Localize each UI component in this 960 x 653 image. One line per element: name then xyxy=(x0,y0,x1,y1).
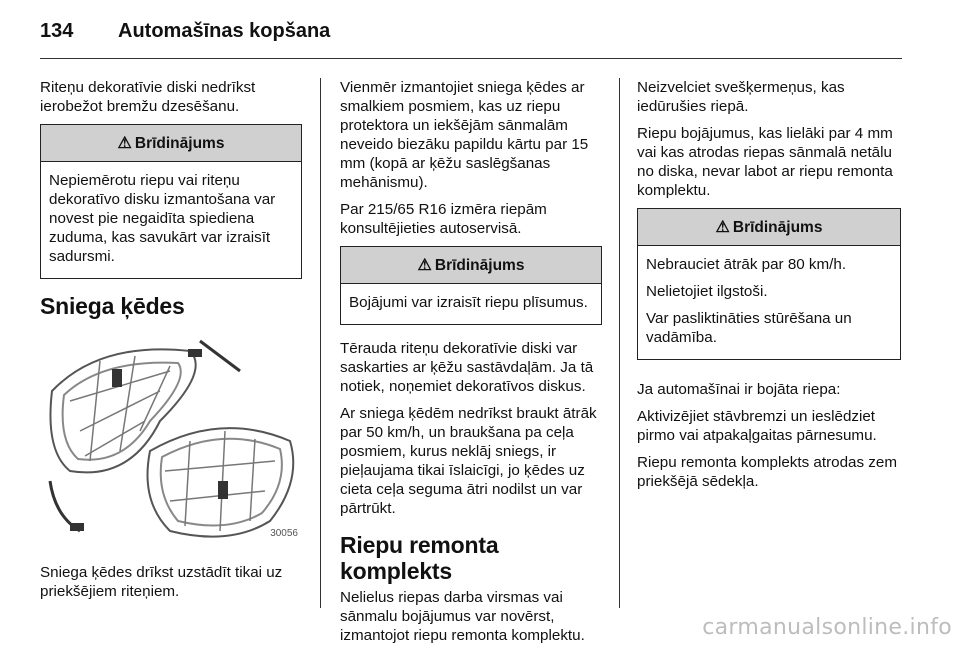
warning-box-2 xyxy=(340,246,602,325)
warning-body xyxy=(341,284,601,324)
warning-header xyxy=(341,247,601,284)
warning-body xyxy=(41,162,301,278)
repair-kit-intro-paragraph: Nelielus riepas darba virsmas vai sānmalu bojājumus var novērst, izmantojot riepu remonta komplektu. xyxy=(340,589,585,644)
damage-size-paragraph: Riepu bojājumus, kas lielāki par 4 mm vai kas atrodas riepas sānmalā netālu no diska, nevar labot ar riepu remonta komplektu. xyxy=(637,125,893,199)
warning-header xyxy=(638,209,900,246)
warning-box-3 xyxy=(637,208,901,360)
warning-title: Brīdinājums xyxy=(434,256,525,274)
damaged-tyre-paragraph: Ja automašīnai ir bojāta riepa: xyxy=(637,381,841,398)
warning-text: Nepiemērotu riepu vai riteņu dekoratīvo disku izmantošana var novest pie negaidīta spiediena zuduma, kas savukārt var izraisīt sadursmi. xyxy=(49,172,276,265)
watermark: carmanualsonline.info xyxy=(702,615,952,640)
tyre-size-paragraph: Par 215/65 R16 izmēra riepām konsultējieties autoservisā. xyxy=(340,201,547,237)
warning-text: Bojājumi var izraisīt riepu plīsumus. xyxy=(349,294,588,311)
column-3 xyxy=(637,78,901,499)
column-divider-1 xyxy=(320,78,321,608)
warning-line: Nebrauciet ātrāk par 80 km/h. xyxy=(646,256,847,273)
kit-location-paragraph: Riepu remonta komplekts atrodas zem priekšējā sēdekļa. xyxy=(637,454,897,490)
wheel-covers-paragraph: Tērauda riteņu dekoratīvie diski var saskarties ar ķēžu sastāvdaļām. Ja tā notiek, noņemiet dekoratīvos diskus. xyxy=(340,340,594,395)
warning-triangle-icon: ⚠ xyxy=(715,218,730,236)
warning-title: Brīdinājums xyxy=(732,218,823,236)
page-header xyxy=(40,20,330,44)
warning-line: Var pasliktināties stūrēšana un vadāmība. xyxy=(646,310,852,346)
foreign-objects-paragraph: Neizvelciet svešķermeņus, kas iedūrušies riepā. xyxy=(637,79,845,115)
warning-title: Brīdinājums xyxy=(134,134,225,152)
heading-snow-chains: Sniega ķēdes xyxy=(40,293,185,319)
column-divider-2 xyxy=(619,78,620,608)
warning-body xyxy=(638,246,900,359)
warning-box-1 xyxy=(40,124,302,279)
speed-limit-paragraph: Ar sniega ķēdēm nedrīkst braukt ātrāk par 50 km/h, un braukšana pa ceļa posmiem, kurus neklāj sniegs, ir pieļaujama tikai īslaicīgi, jo ķēdes uz cieta ceļa seguma ātri nodilst un var pārtrūkt. xyxy=(340,405,597,517)
warning-triangle-icon: ⚠ xyxy=(117,134,132,152)
intro-paragraph: Riteņu dekoratīvie diski nedrīkst ierobežot bremžu dzesēšanu. xyxy=(40,79,256,115)
warning-triangle-icon: ⚠ xyxy=(417,256,432,274)
parking-brake-paragraph: Aktivizējiet stāvbremzi un ieslēdziet pirmo vai atpakaļgaitas pārnesumu. xyxy=(637,408,877,444)
snow-chains-drawing xyxy=(40,331,302,547)
warning-line: Nelietojiet ilgstoši. xyxy=(646,283,768,300)
page-number: 134 xyxy=(40,20,74,42)
column-2 xyxy=(340,78,602,653)
section-title: Automašīnas kopšana xyxy=(118,20,331,42)
column-1 xyxy=(40,78,302,609)
snow-chains-illustration xyxy=(40,331,302,547)
header-rule xyxy=(40,58,902,59)
figure-number: 30056 xyxy=(270,528,298,539)
warning-header xyxy=(41,125,301,162)
heading-repair-kit: Riepu remonta komplekts xyxy=(340,532,499,584)
chain-thickness-paragraph: Vienmēr izmantojiet sniega ķēdes ar smalkiem posmiem, kas uz riepu protektora un iekšējām sānmalām neveido biezāku papildu kārtu par 15 mm (kopā ar ķēžu saslēgšanas mehānismu). xyxy=(340,79,589,191)
front-wheels-paragraph: Sniega ķēdes drīkst uzstādīt tikai uz priekšējiem riteņiem. xyxy=(40,564,283,600)
